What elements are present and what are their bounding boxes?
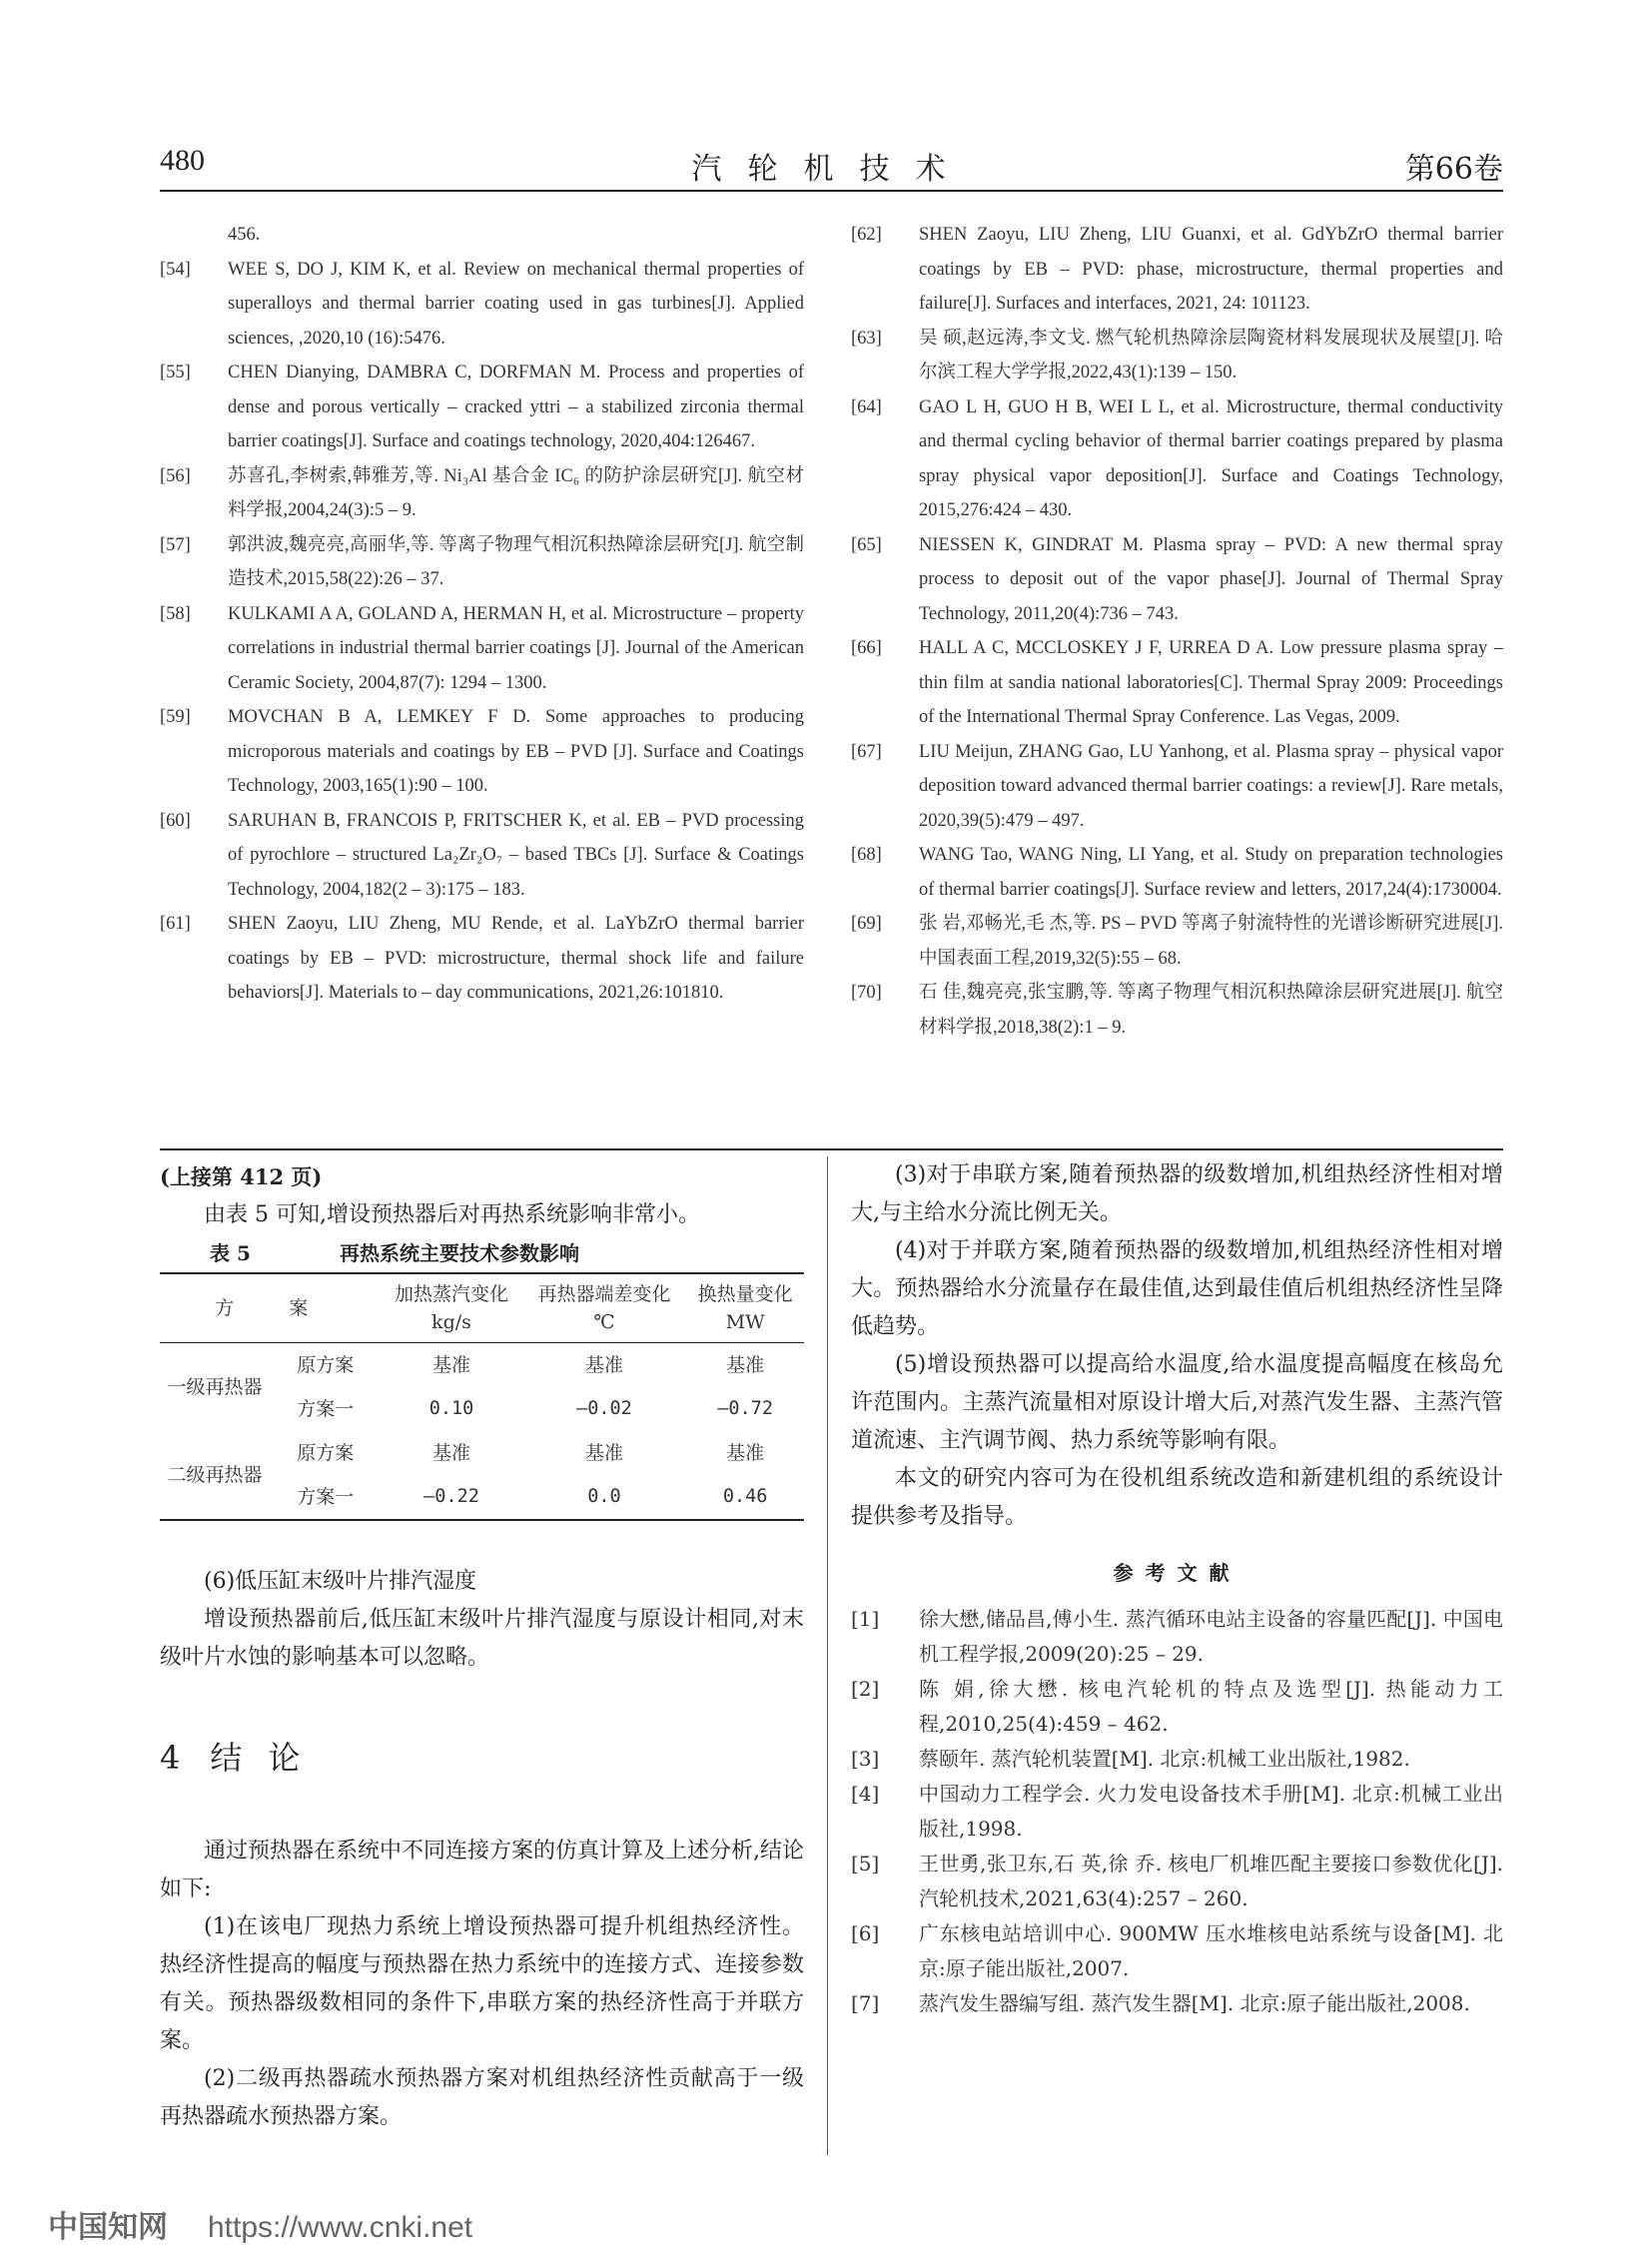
cnki-logo-text: 中国知网: [48, 2211, 168, 2244]
cnki-watermark: [48, 2202, 472, 2246]
section-divider: [160, 1148, 1503, 1150]
reference-item: [57] 郭洪波,魏亮亮,高丽华,等. 等离子物理气相沉积热障涂层研究[J]. 航空制造技术,2015,58(22):26 – 37.: [160, 534, 804, 589]
reference-item: [63] 吴 硕,赵远涛,李文戈. 燃气轮机热障涂层陶瓷材料发展现状及展望[J]. 哈尔滨工程大学学报,2022,43(1):139 – 150.: [851, 328, 1503, 382]
table-cell: 0.46: [722, 1486, 768, 1507]
table-header: 方 案: [215, 1297, 327, 1319]
table-cell: 方案一: [297, 1486, 355, 1508]
table-header: 再热器端差变化 ℃: [537, 1283, 671, 1333]
reference-item: [5] 王世勇,张卫东,石 英,徐 乔. 核电厂机堆匹配主要接口参数优化[J]. 汽轮机技术,2021,63(4):257 – 260.: [851, 1852, 1503, 1910]
reference-item: [3] 蔡颐年. 蒸汽轮机装置[M]. 北京:机械工业出版社,1982.: [851, 1747, 1410, 1771]
reference-item: [69] 张 岩,邓畅光,毛 杰,等. PS – PVD 等离子射流特性的光谱诊断研究进展[J]. 中国表面工程,2019,32(5):55 – 68.: [851, 914, 1503, 969]
table-cell: 基准: [432, 1442, 471, 1464]
reference-item: [65] NIESSEN K, GINDRAT M. Plasma spray – PVD: A new thermal spray process to deposit out of the vapor phase[J]. Journal of Thermal Spray Technology, 2011,20(4):736 – 743.: [851, 534, 1503, 624]
reference-item: [61] SHEN Zaoyu, LIU Zheng, MU Rende, et al. LaYbZrO thermal barrier coatings by EB – PVD: microstructure, thermal shock life and failure behaviors[J]. Materials to – day communications, 2021,26:101810.: [160, 914, 804, 1003]
table-row: [160, 1343, 804, 1388]
table-label: 表 5: [210, 1241, 251, 1265]
table-cell: –0.02: [576, 1398, 632, 1419]
table-cell: 基准: [726, 1354, 765, 1376]
references-right-column: [851, 218, 1503, 1045]
table-cell: 一级再热器: [167, 1376, 263, 1398]
conclusion-left: [160, 1833, 804, 2136]
table-header: 加热蒸汽变化 kg/s: [395, 1283, 509, 1333]
reference-item: [55] CHEN Dianying, DAMBRA C, DORFMAN M. Process and properties of dense and porous vertically – cracked yttri – a stabilized zirconia thermal barrier coatings[J]. Surface and coatings technology, 2020,404:126467.: [160, 363, 804, 451]
table-title: 再热系统主要技术参数影响: [340, 1241, 579, 1265]
column-divider: [827, 1156, 828, 2155]
section-title: 结论: [210, 1739, 327, 1777]
table-header-row: [160, 1273, 804, 1343]
references-list: [851, 1602, 1503, 2021]
table-cell: 二级再热器: [167, 1464, 263, 1486]
table-cell: 基准: [584, 1354, 623, 1376]
reference-item: [58] KULKAMI A A, GOLAND A, HERMAN H, et al. Microstructure – property correlations in industrial thermal barrier coatings [J]. Journal of the American Ceramic Society, 2004,87(7): 1294 – 1300.: [160, 603, 804, 693]
reference-item: [68] WANG Tao, WANG Ning, LI Yang, et al. Study on preparation technologies of thermal barrier coatings[J]. Surface review and letters, 2017,24(4):1730004.: [851, 845, 1503, 900]
reference-item: [60] SARUHAN B, FRANCOIS P, FRITSCHER K, et al. EB – PVD processing of pyrochlore – structured La₂Zr₂O₇ – based TBCs [J]. Surface & Coatings Technology, 2004,182(2 – 3):175 – 183.: [160, 810, 804, 900]
reference-item: [4] 中国动力工程学会. 火力发电设备技术手册[M]. 北京:机械工业出版社,1998.: [851, 1782, 1503, 1841]
cnki-url: https://www.cnki.net: [208, 2211, 473, 2244]
conclusion-item: (1)在该电厂现热力系统上增设预热器可提升机组热经济性。热经济性提高的幅度与预热器在热力系统中的连接方式、连接参数有关。预热器级数相同的条件下,串联方案的热经济性高于并联方案。: [160, 1914, 804, 2053]
reference-item: [2] 陈 娟,徐大懋. 核电汽轮机的特点及选型[J]. 热能动力工程,2010,25(4):459 – 462.: [851, 1677, 1503, 1736]
references-left-column: [160, 218, 804, 1011]
table-caption: [160, 1234, 804, 1272]
conclusion-item: (3)对于串联方案,随着预热器的级数增加,机组热经济性相对增大,与主给水分流比例无关。: [851, 1162, 1503, 1225]
table-cell: 基准: [726, 1442, 765, 1464]
table-cell: 0.10: [428, 1398, 474, 1419]
section-number: 4: [160, 1739, 181, 1777]
reference-item: [66] HALL A C, MCCLOSKEY J F, URREA D A. Low pressure plasma spray – thin film at sandia national laboratories[C]. Thermal Spray 2009: Proceedings of the International Thermal Spray Conference. Las Vegas, 2009.: [851, 638, 1503, 727]
header-rule: [160, 190, 1503, 192]
reference-item: [67] LIU Meijun, ZHANG Gao, LU Yanhong, et al. Plasma spray – physical vapor deposition toward advanced thermal barrier coatings: a review[J]. Rare metals, 2020,39(5):479 – 497.: [851, 741, 1503, 831]
table-5: [160, 1272, 804, 1521]
reference-item: [1] 徐大懋,储品昌,傅小生. 蒸汽循环电站主设备的容量匹配[J]. 中国电机工程学报,2009(20):25 – 29.: [851, 1607, 1503, 1666]
paragraph: 增设预热器前后,低压缸末级叶片排汽湿度与原设计相同,对末级叶片水蚀的影响基本可以忽略。: [160, 1607, 804, 1670]
table-cell: –0.72: [717, 1398, 773, 1419]
conclusion-item: (5)增设预热器可以提高给水温度,给水温度提高幅度在核岛允许范围内。主蒸汽流量相对原设计增大后,对蒸汽发生器、主蒸汽管道流速、主汽调节阀、热力系统等影响有限。: [851, 1352, 1503, 1453]
reference-item: [64] GAO L H, GUO H B, WEI L L, et al. Microstructure, thermal conductivity and thermal cycling behavior of thermal barrier coatings prepared by plasma spray physical vapor deposition[J]. Surface and Coatings Technology, 2015,276:424 – 430.: [851, 396, 1503, 520]
reference-item: [56] 苏喜孔,李树索,韩雅芳,等. Ni₃Al 基合金 IC₆ 的防护涂层研究[J]. 航空材料学报,2004,24(3):5 – 9.: [160, 465, 804, 520]
reference-item: [54] WEE S, DO J, KIM K, et al. Review on mechanical thermal properties of superalloys and thermal barrier coating used in gas turbines[J]. Applied sciences, ,2020,10 (16):5476.: [160, 259, 804, 349]
section-heading: [160, 1733, 326, 1779]
right-body-column: [851, 1156, 1503, 2021]
reference-item: [59] MOVCHAN B A, LEMKEY F D. Some approaches to producing microporous materials and coatings by EB – PVD [J]. Surface and Coatings Technology, 2003,165(1):90 – 100.: [160, 707, 804, 796]
paragraph: 通过预热器在系统中不同连接方案的仿真计算及上述分析,结论如下:: [160, 1839, 804, 1901]
table-cell: 基准: [432, 1354, 471, 1376]
subheading: (6)低压缸末级叶片排汽湿度: [204, 1569, 477, 1594]
volume-label: 第66卷: [1404, 152, 1503, 187]
table-cell: 0.0: [587, 1486, 621, 1507]
continued-note: (上接第 412 页): [160, 1164, 323, 1189]
running-header: [160, 144, 1503, 187]
paragraph: 本文的研究内容可为在役机组系统改造和新建机组的系统设计提供参考及指导。: [851, 1466, 1503, 1529]
conclusion-item: (4)对于并联方案,随着预热器的级数增加,机组热经济性相对增大。预热器给水分流量存在最佳值,达到最佳值后机组热经济性呈降低趋势。: [851, 1238, 1503, 1339]
table-cell: 方案一: [297, 1398, 355, 1420]
reference-item: [70] 石 佳,魏亮亮,张宝鹏,等. 等离子物理气相沉积热障涂层研究进展[J]. 航空材料学报,2018,38(2):1 – 9.: [851, 983, 1503, 1038]
reference-item: [6] 广东核电站培训中心. 900MW 压水堆核电站系统与设备[M]. 北京:原子能出版社,2007.: [851, 1921, 1503, 1980]
page-number: 480: [160, 144, 205, 177]
table-cell: 原方案: [297, 1442, 355, 1464]
table-cell: 基准: [584, 1442, 623, 1464]
table-cell: 原方案: [297, 1354, 355, 1376]
left-body-column: [160, 1158, 804, 1677]
journal-title: 汽轮机技术: [691, 152, 972, 187]
reference-item: [7] 蒸汽发生器编写组. 蒸汽发生器[M]. 北京:原子能出版社,2008.: [851, 1991, 1470, 2015]
table-header: 换热量变化 MW: [697, 1283, 793, 1333]
conclusion-item: (2)二级再热器疏水预热器方案对机组热经济性贡献高于一级再热器疏水预热器方案。: [160, 2066, 804, 2129]
table-cell: –0.22: [423, 1486, 479, 1507]
reference-item: 456.: [228, 225, 261, 245]
reference-item: [62] SHEN Zaoyu, LIU Zheng, LIU Guanxi, et al. GdYbZrO thermal barrier coatings by EB – PVD: phase, microstructure, thermal properties and failure[J]. Surfaces and interfaces, 2021, 24: 101123.: [851, 225, 1503, 314]
paragraph: 由表 5 可知,增设预热器后对再热系统影响非常小。: [204, 1202, 700, 1227]
table-row: [160, 1431, 804, 1475]
references-heading: 参考文献: [1113, 1561, 1241, 1585]
